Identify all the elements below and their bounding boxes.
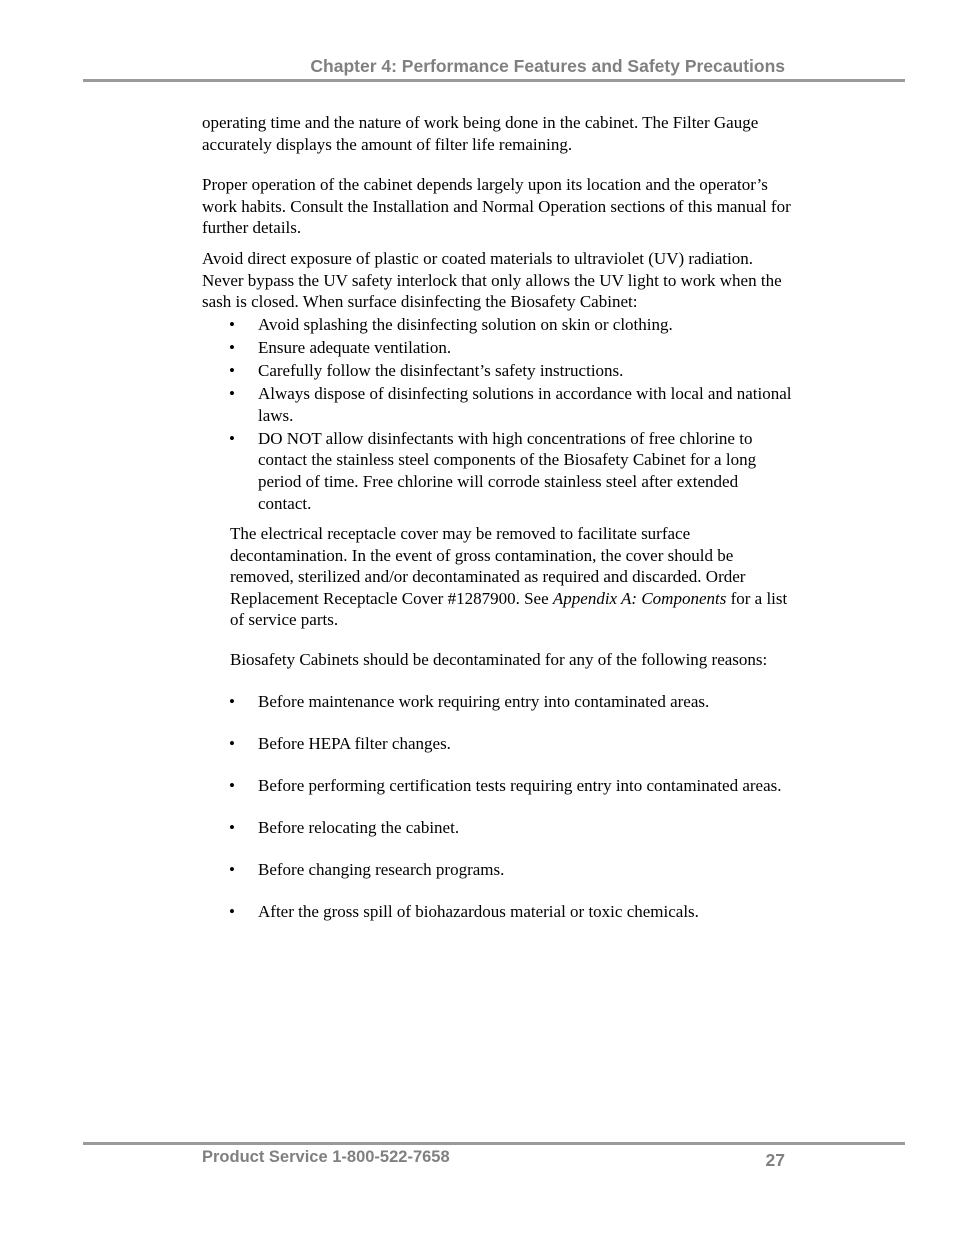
paragraph-receptacle-cover: The electrical receptacle cover may be removed to facilitate surface decontamination. In the event of gross contamination, the cover should be removed, sterilized and/or decontaminated as required and discarded. Order Replacement Receptacle Cover #1287900. See Appendix A: Components for a list of service parts. [230, 524, 788, 630]
list-item: • Before relocating the cabinet. [229, 817, 460, 837]
bullet-icon: • [229, 428, 235, 448]
paragraph-uv-exposure: Avoid direct exposure of plastic or coated materials to ultraviolet (UV) radiation. Never bypass the UV safety interlock that only allows the UV light to work when the sash is closed. When surface disinfecting the Biosafety Cabinet: [202, 248, 782, 312]
bullet-icon: • [229, 775, 235, 795]
page-body [202, 112, 792, 943]
bullet-icon: • [229, 384, 235, 404]
list-item: • Ensure adequate ventilation. [229, 337, 452, 357]
bullet-icon: • [229, 314, 235, 334]
appendix-reference: Appendix A: Components [552, 588, 727, 608]
list-item: • Before changing research programs. [229, 860, 505, 880]
reasons-list [202, 691, 792, 923]
page-number: 27 [765, 1150, 785, 1170]
paragraph-filter-gauge: operating time and the nature of work being done in the cabinet. The Filter Gauge accurately displays the amount of filter life remaining. [202, 113, 759, 154]
list-item: • Before performing certification tests requiring entry into contaminated areas. [229, 775, 782, 795]
bullet-icon: • [229, 360, 235, 380]
list-item: • Before HEPA filter changes. [229, 733, 451, 753]
bullet-icon: • [229, 337, 235, 357]
bullet-icon: • [229, 860, 235, 880]
list-item: • Avoid splashing the disinfecting solution on skin or clothing. [229, 314, 673, 334]
paragraph-decontamination-reasons: Biosafety Cabinets should be decontaminated for any of the following reasons: [230, 650, 768, 670]
product-service-phone: Product Service 1-800-522-7658 [202, 1148, 450, 1166]
list-item: • Carefully follow the disinfectant’s safety instructions. [229, 360, 624, 380]
bullet-icon: • [229, 691, 235, 711]
bullet-icon: • [229, 817, 235, 837]
chapter-header: Chapter 4: Performance Features and Safety Precautions [310, 56, 785, 76]
list-item: • Before maintenance work requiring entry into contaminated areas. [229, 691, 710, 711]
bullet-icon: • [229, 733, 235, 753]
disinfecting-list [202, 314, 792, 514]
list-item: • After the gross spill of biohazardous material or toxic chemicals. [229, 902, 699, 922]
list-item: • DO NOT allow disinfectants with high concentrations of free chlorine to contact the stainless steel components of the Biosafety Cabinet for a long period of time. Free chlorine will corrode stainless steel after extended contact. [229, 428, 757, 513]
list-item: • Always dispose of disinfecting solutions in accordance with local and national laws. [229, 384, 792, 425]
paragraph-proper-operation: Proper operation of the cabinet depends largely upon its location and the operator’s work habits. Consult the Installation and Normal Operation sections of this manual for further details. [202, 175, 791, 238]
bullet-icon: • [229, 902, 235, 922]
header-rule [83, 79, 905, 82]
footer-rule [83, 1142, 905, 1145]
